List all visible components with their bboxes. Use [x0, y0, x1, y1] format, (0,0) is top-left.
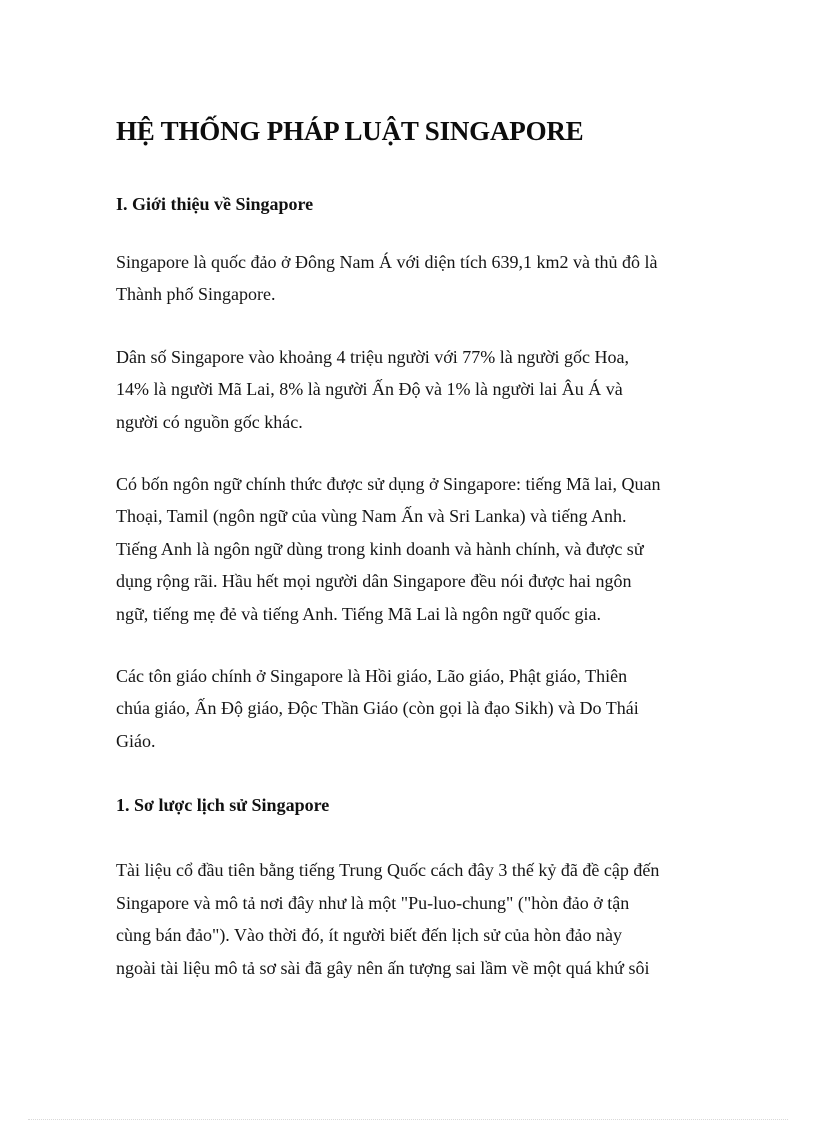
section-heading-introduction: I. Giới thiệu về Singapore — [116, 194, 314, 214]
text-line: ngữ, tiếng mẹ đẻ và tiếng Anh. Tiếng Mã Lai là ngôn ngữ quốc gia. — [116, 603, 601, 624]
text-line: Các tôn giáo chính ở Singapore là Hồi giáo, Lão giáo, Phật giáo, Thiên — [116, 666, 628, 687]
text-line: Singapore là quốc đảo ở Đông Nam Á với diện tích 639,1 km2 và thủ đô là — [116, 252, 658, 272]
text-line: Singapore và mô tả nơi đây như là một "Pu-luo-chung" ("hòn đảo ở tận — [116, 892, 630, 913]
text-line: dụng rộng rãi. Hầu hết mọi người dân Singapore đều nói được hai ngôn — [116, 571, 632, 592]
text-line: Tiếng Anh là ngôn ngữ dùng trong kinh doanh và hành chính, và được sử — [116, 538, 644, 559]
text-line: Giáo. — [116, 730, 156, 751]
text-line: chúa giáo, Ấn Độ giáo, Độc Thần Giáo (còn gọi là đạo Sikh) và Do Thái — [116, 698, 639, 719]
text-line: 14% là người Mã Lai, 8% là người Ấn Độ và 1% là người lai Âu Á và — [116, 379, 623, 400]
subsection-heading-history: 1. Sơ lược lịch sử Singapore — [116, 795, 330, 816]
paragraph-languages — [116, 468, 706, 630]
text-line: Thành phố Singapore. — [116, 284, 276, 305]
document-body — [116, 113, 706, 984]
paragraph-geography — [116, 246, 706, 311]
text-line: Thoại, Tamil (ngôn ngữ của vùng Nam Ấn và Sri Lanka) và tiếng Anh. — [116, 506, 627, 527]
text-line: ngoài tài liệu mô tả sơ sài đã gây nên ấn tượng sai lầm về một quá khứ sôi — [116, 957, 650, 978]
text-line: Tài liệu cổ đầu tiên bằng tiếng Trung Quốc cách đây 3 thế kỷ đã đề cập đến — [116, 860, 660, 881]
text-line: Dân số Singapore vào khoảng 4 triệu người với 77% là người gốc Hoa, — [116, 346, 629, 367]
text-line: người có nguồn gốc khác. — [116, 411, 303, 432]
text-line: Có bốn ngôn ngữ chính thức được sử dụng ở Singapore: tiếng Mã lai, Quan — [116, 474, 661, 495]
text-line: cùng bán đảo"). Vào thời đó, ít người biết đến lịch sử của hòn đảo này — [116, 925, 622, 946]
page-bottom-divider — [28, 1119, 788, 1120]
paragraph-population — [116, 341, 706, 438]
paragraph-religions — [116, 660, 706, 757]
document-title: HỆ THỐNG PHÁP LUẬT SINGAPORE — [116, 116, 584, 146]
paragraph-history — [116, 854, 706, 984]
